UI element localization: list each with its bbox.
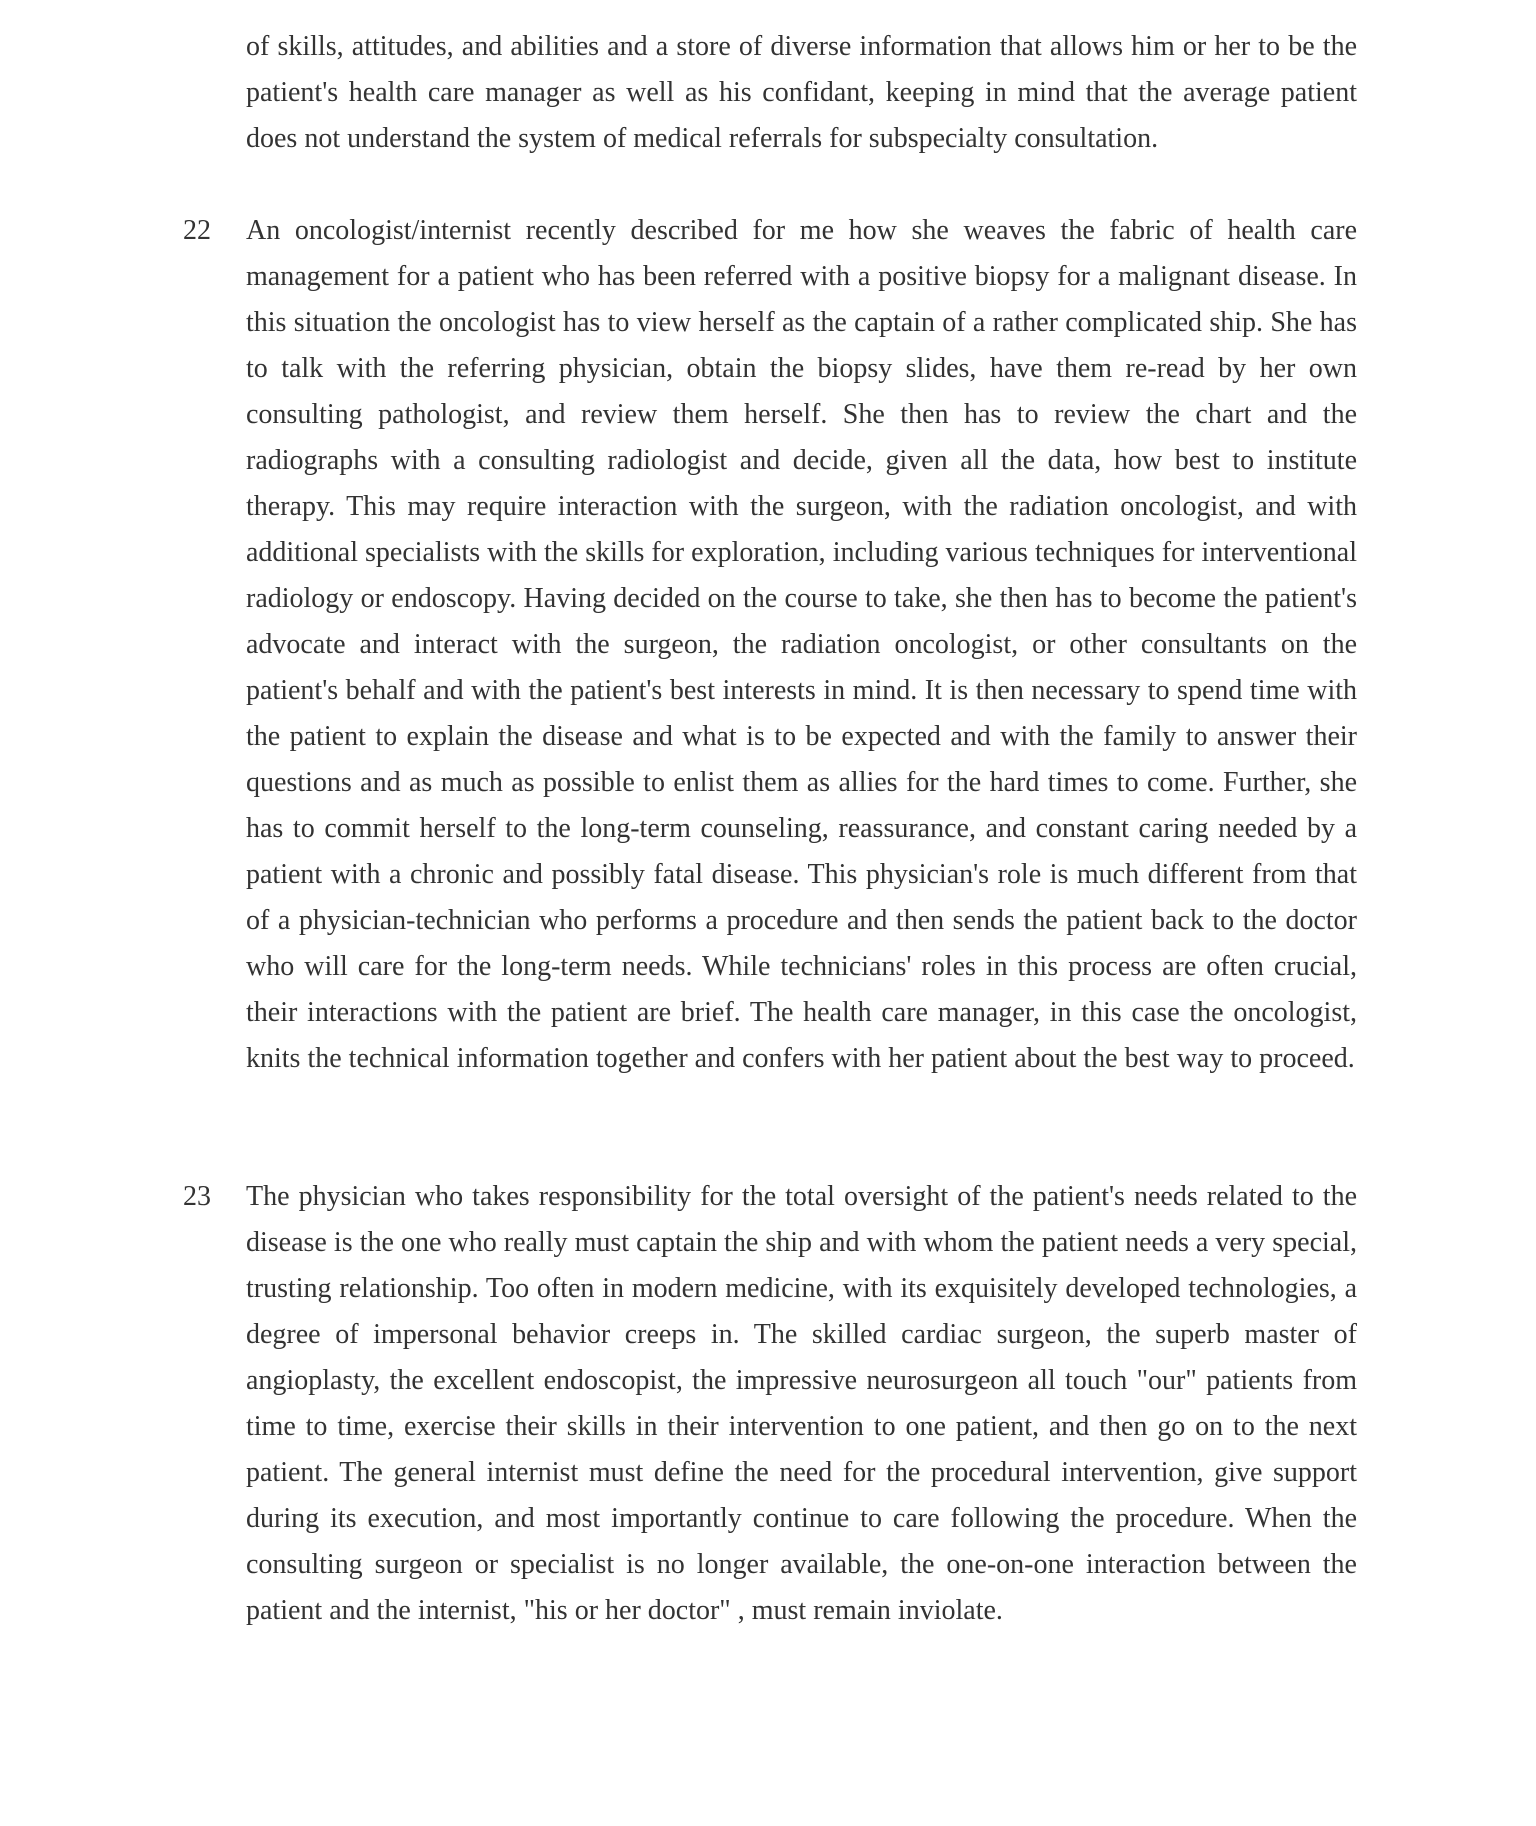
paragraph-text: An oncologist/internist recently described for me how she weaves the fabric of health care management for a patient who has been referred with a positive biopsy for a malignant disease. In this situation the oncologist has to view herself as the captain of a rather complicated ship. She has to talk with the referring physician, obtain the biopsy slides, have them re-read by her own consulting pathologist, and review them herself. She then has to review the chart and the radiographs with a consulting radiologist and decide, given all the data, how best to institute therapy. This may require interaction with the surgeon, with the radiation oncologist, and with additional specialists with the skills for exploration, including various techniques for interventional radiology or endoscopy. Having decided on the course to take, she then has to become the patient's advocate and interact with the surgeon, the radiation oncologist, or other consultants on the patient's behalf and with the patient's best interests in mind. It is then necessary to spend time with the patient to explain the disease and what is to be expected and with the family to answer their questions and as much as possible to enlist them as allies for the hard times to come. Further, she has to commit herself to the long-term counseling, reassurance, and constant caring needed by a patient with a chronic and possibly fatal disease. This physician's role is much different from that of a physician-technician who performs a procedure and then sends the patient back to the doctor who will care for the long-term needs. While technicians' roles in this process are often crucial, their interactions with the patient are brief. The health care manager, in this case the oncologist, knits the technical information together and confers with her patient about the best way to proceed.	[246, 215, 1357, 1074]
paragraph-text: The physician who takes responsibility for the total oversight of the patient's needs related to the disease is the one who really must captain the ship and with whom the patient needs a very special, trusting relationship. Too often in modern medicine, with its exquisitely developed technologies, a degree of impersonal behavior creeps in. The skilled cardiac surgeon, the superb master of angioplasty, the excellent endoscopist, the impressive neurosurgeon all touch "our" patients from time to time, exercise their skills in their intervention to one patient, and then go on to the next patient. The general internist must define the need for the procedural intervention, give support during its execution, and most importantly continue to care following the procedure. When the consulting surgeon or specialist is no longer available, the one-on-one interaction between the patient and the internist, "his or her doctor" , must remain inviolate.	[246, 1181, 1357, 1626]
paragraph-number: 22	[183, 215, 211, 246]
paragraph-text: of skills, attitudes, and abilities and a store of diverse information that allows him or her to be the patient's health care manager as well as his confidant, keeping in mind that the average patient does not understand the system of medical referrals for subspecialty consultation.	[246, 31, 1357, 154]
paragraph-number: 23	[183, 1181, 211, 1212]
